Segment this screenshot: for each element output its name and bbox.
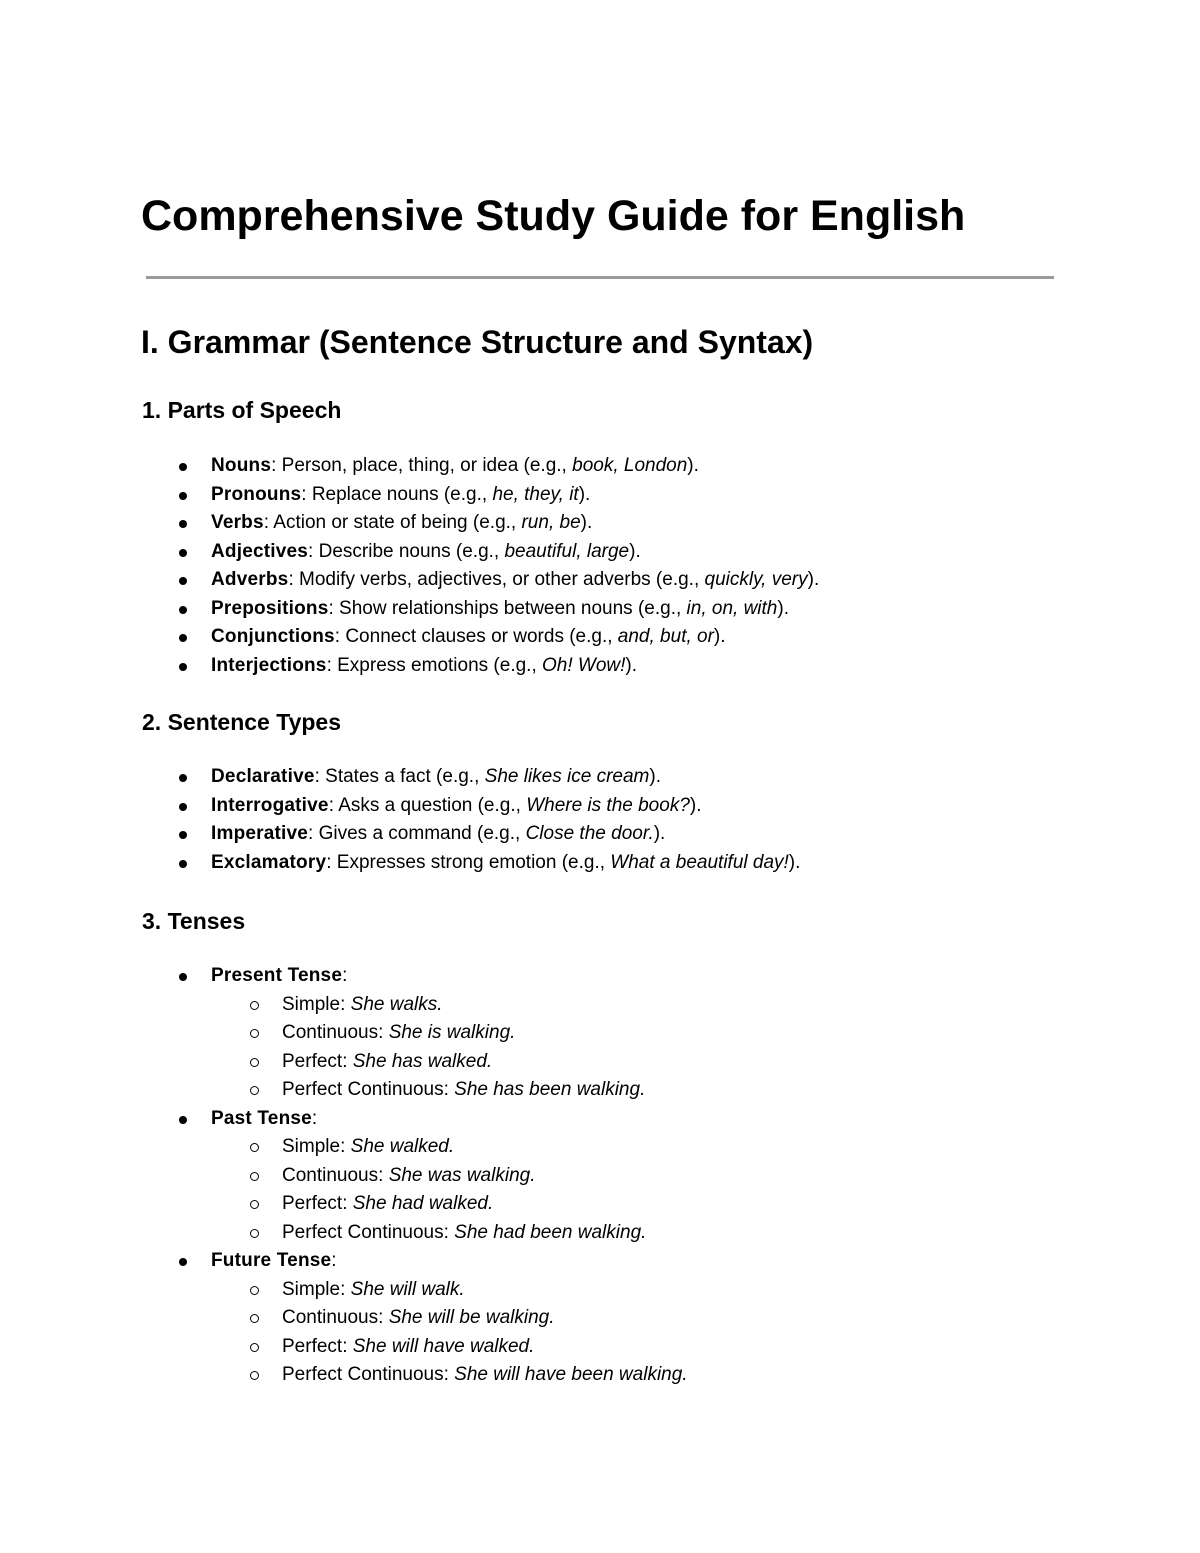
list-item: Verbs: Action or state of being (e.g., run, be). [0, 509, 819, 538]
list-item: Prepositions: Show relationships between nouns (e.g., in, on, with). [0, 595, 819, 624]
subheading-sentence-types: 2. Sentence Types [142, 709, 341, 735]
sub-list-item: Perfect Continuous: She had been walking. [0, 1219, 688, 1248]
document-title: Comprehensive Study Guide for English [141, 192, 966, 240]
parts-of-speech-list [0, 452, 819, 680]
list-item: Past Tense: [0, 1105, 688, 1134]
list-item: Imperative: Gives a command (e.g., Close the door.). [0, 820, 800, 849]
sub-list-item: Simple: She walked. [0, 1133, 688, 1162]
list-item: Adverbs: Modify verbs, adjectives, or other adverbs (e.g., quickly, very). [0, 566, 819, 595]
subheading-tenses: 3. Tenses [142, 908, 246, 934]
sub-list-item: Continuous: She was walking. [0, 1162, 688, 1191]
sub-list-item: Continuous: She will be walking. [0, 1304, 688, 1333]
horizontal-rule [146, 276, 1054, 279]
list-item: Nouns: Person, place, thing, or idea (e.g., book, London). [0, 452, 819, 481]
sub-list-item: Perfect: She will have walked. [0, 1333, 688, 1362]
list-item: Interjections: Express emotions (e.g., Oh! Wow!). [0, 652, 819, 681]
sub-list-item: Perfect: She had walked. [0, 1190, 688, 1219]
list-item: Exclamatory: Expresses strong emotion (e.g., What a beautiful day!). [0, 849, 800, 878]
subheading-parts-of-speech: 1. Parts of Speech [142, 397, 342, 423]
sub-list-item: Simple: She walks. [0, 991, 688, 1020]
sub-list-item: Perfect Continuous: She has been walking. [0, 1076, 688, 1105]
list-item: Pronouns: Replace nouns (e.g., he, they, it). [0, 481, 819, 510]
list-item: Present Tense: [0, 962, 688, 991]
list-item: Conjunctions: Connect clauses or words (e.g., and, but, or). [0, 623, 819, 652]
sub-list-item: Continuous: She is walking. [0, 1019, 688, 1048]
sentence-types-list [0, 763, 800, 877]
list-item: Interrogative: Asks a question (e.g., Where is the book?). [0, 792, 800, 821]
section-heading-grammar: I. Grammar (Sentence Structure and Syntax) [141, 324, 814, 360]
sub-list-item: Perfect Continuous: She will have been walking. [0, 1361, 688, 1390]
list-item: Adjectives: Describe nouns (e.g., beautiful, large). [0, 538, 819, 567]
sub-list-item: Perfect: She has walked. [0, 1048, 688, 1077]
list-item: Declarative: States a fact (e.g., She likes ice cream). [0, 763, 800, 792]
tenses-list [0, 962, 688, 1390]
list-item: Future Tense: [0, 1247, 688, 1276]
sub-list-item: Simple: She will walk. [0, 1276, 688, 1305]
